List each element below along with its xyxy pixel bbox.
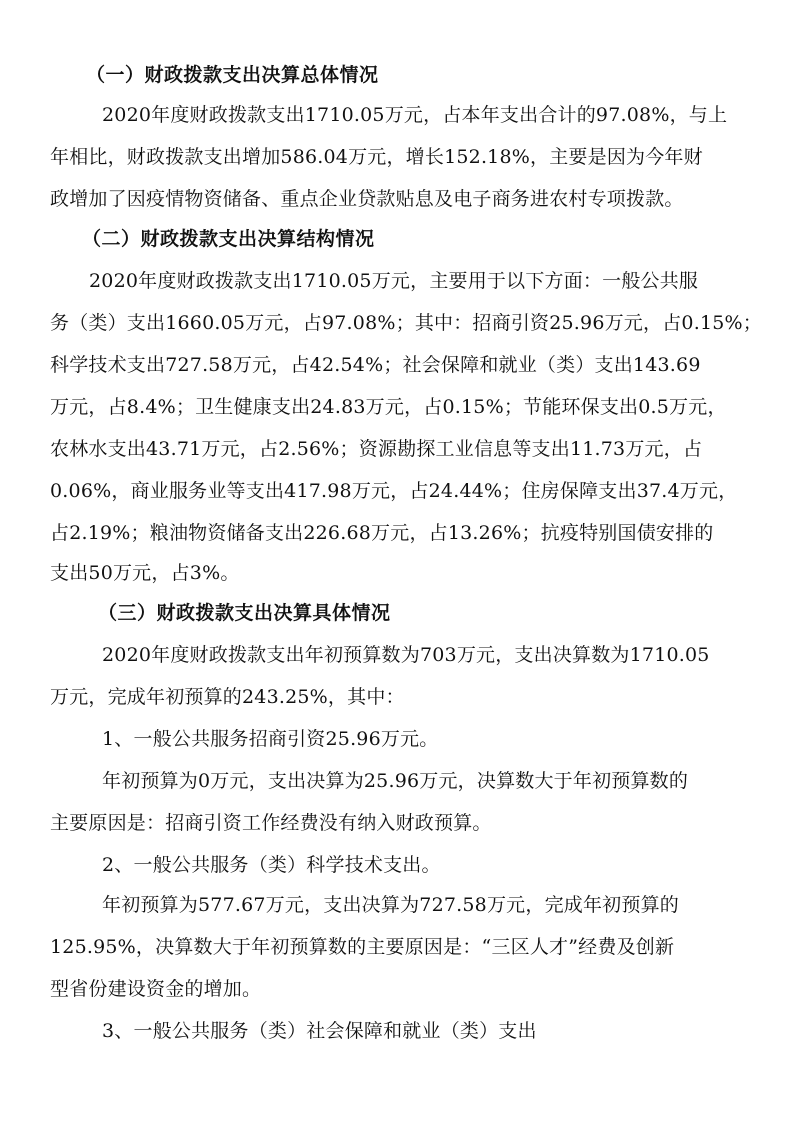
paragraph-line: 2020年度财政拨款支出年初预算数为703万元，支出决算数为1710.05 (102, 644, 710, 666)
paragraph-line: 万元，占8.4%；卫生健康支出24.83万元，占0.15%；节能环保支出0.5万元， (50, 396, 727, 418)
paragraph-line: 2020年度财政拨款支出1710.05万元，主要用于以下方面：一般公共服 (89, 270, 699, 292)
paragraph-line: 3、一般公共服务（类）社会保障和就业（类）支出 (102, 1020, 537, 1042)
paragraph-line: 主要原因是：招商引资工作经费没有纳入财政预算。 (50, 812, 492, 834)
paragraph-line: 务（类）支出1660.05万元，占97.08%；其中：招商引资25.96万元，占0.15%； (50, 312, 762, 334)
paragraph-line: 科学技术支出727.58万元，占42.54%；社会保障和就业（类）支出143.69 (50, 354, 701, 376)
paragraph-line: 2、一般公共服务（类）科学技术支出。 (102, 854, 441, 876)
paragraph-line: 年相比，财政拨款支出增加586.04万元，增长152.18%，主要是因为今年财 (50, 146, 703, 168)
paragraph-line: 农林水支出43.71万元，占2.56%；资源勘探工业信息等支出11.73万元，占 (50, 438, 703, 460)
paragraph-line: 型省份建设资金的增加。 (50, 978, 262, 1000)
paragraph-line: 年初预算为0万元，支出决算为25.96万元，决算数大于年初预算数的 (102, 770, 689, 792)
paragraph-line: 2020年度财政拨款支出1710.05万元，占本年支出合计的97.08%，与上 (102, 104, 728, 126)
paragraph-line: 政增加了因疫情物资储备、重点企业贷款贴息及电子商务进农村专项拨款。 (50, 188, 684, 210)
paragraph-line: 万元，完成年初预算的243.25%，其中： (50, 686, 405, 708)
paragraph-line: 125.95%，决算数大于年初预算数的主要原因是：“三区人才”经费及创新 (50, 936, 675, 958)
section-heading-3: （三）财政拨款支出决算具体情况 (98, 602, 391, 624)
paragraph-line: 占2.19%；粮油物资储备支出226.68万元，占13.26%；抗疫特别国债安排的 (50, 522, 714, 544)
paragraph-line: 1、一般公共服务招商引资25.96万元。 (102, 728, 439, 750)
paragraph-line: 0.06%，商业服务业等支出417.98万元，占24.44%；住房保障支出37.4万元， (50, 480, 738, 502)
section-heading-2: （二）财政拨款支出决算结构情况 (82, 228, 375, 250)
paragraph-line: 年初预算为577.67万元，支出决算为727.58万元，完成年初预算的 (102, 894, 679, 916)
paragraph-line: 支出50万元，占3%。 (50, 562, 240, 584)
section-heading-1: （一）财政拨款支出决算总体情况 (86, 64, 379, 86)
